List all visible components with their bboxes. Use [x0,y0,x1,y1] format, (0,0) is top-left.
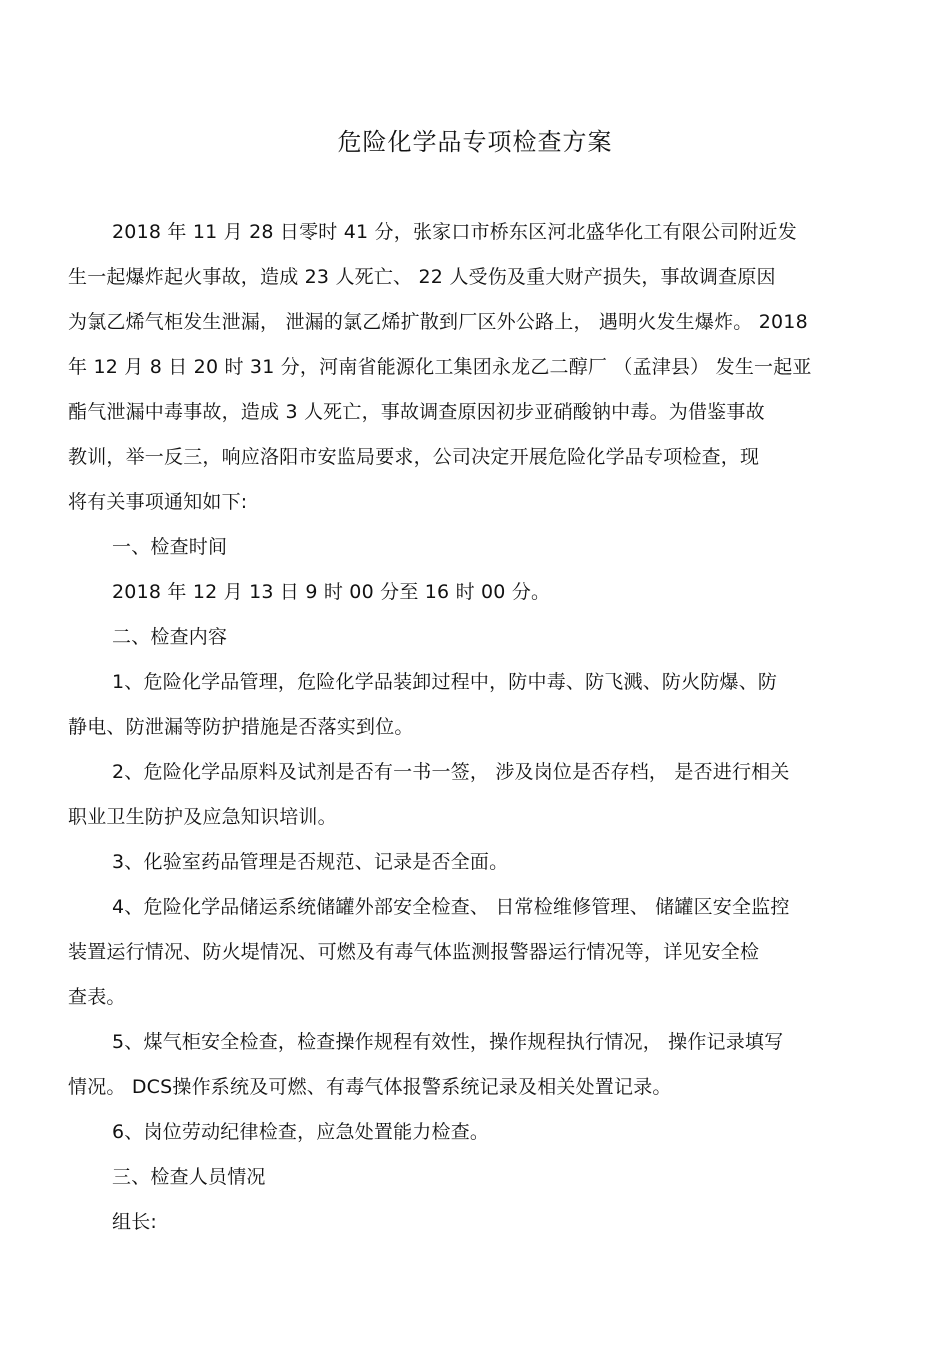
paragraph-item-5 [68,1020,878,1110]
text-line: 4、危险化学品储运系统储罐外部安全检查、 日常检维修管理、 储罐区安全监控 [112,896,790,918]
text-line: 情况。 DCS操作系统及可燃、有毒气体报警系统记录及相关处置记录。 [68,1076,672,1098]
text-line: 1、危险化学品管理，危险化学品装卸过程中，防中毒、防飞溅、防火防爆、防 [112,671,778,693]
paragraph-item-4 [68,885,878,1020]
text-line: 2、危险化学品原料及试剂是否有一书一签， 涉及岗位是否存档， 是否进行相关 [112,761,790,783]
text-line: 一、检查时间 [112,536,228,558]
paragraph-intro [68,210,878,525]
paragraph-item-6 [68,1110,878,1155]
text-line: 将有关事项通知如下: [68,491,248,513]
text-line: 静电、防泄漏等防护措施是否落实到位。 [68,716,414,738]
section-heading-content [68,615,878,660]
text-line: 职业卫生防护及应急知识培训。 [68,806,337,828]
text-line: 生一起爆炸起火事故，造成 23 人死亡、 22 人受伤及重大财产损失，事故调查原因 [68,266,776,288]
text-line: 装置运行情况、防火堤情况、可燃及有毒气体监测报警器运行情况等，详见安全检 [68,941,760,963]
text-line: 2018 年 12 月 13 日 9 时 00 分至 16 时 00 分。 [112,581,551,603]
text-line: 6、岗位劳动纪律检查，应急处置能力检查。 [112,1121,490,1143]
paragraph-item-3 [68,840,878,885]
text-line: 2018 年 11 月 28 日零时 41 分，张家口市桥东区河北盛华化工有限公司附近发 [112,221,797,243]
text-line: 查表。 [68,986,126,1008]
paragraph-item-1 [68,660,878,750]
text-line: 组长: [112,1211,158,1233]
text-line: 二、检查内容 [112,626,228,648]
section-heading-time [68,525,878,570]
section-heading-personnel [68,1155,878,1200]
document-title: 危险化学品专项检查方案 [337,128,613,156]
paragraph-item-2 [68,750,878,840]
text-line: 三、检查人员情况 [112,1166,266,1188]
text-line: 教训，举一反三，响应洛阳市安监局要求，公司决定开展危险化学品专项检查，现 [68,446,760,468]
paragraph-time [68,570,878,615]
text-line: 3、化验室药品管理是否规范、记录是否全面。 [112,851,509,873]
text-line: 酯气泄漏中毒事故，造成 3 人死亡，事故调查原因初步亚硝酸钠中毒。为借鉴事故 [68,401,765,423]
text-line: 年 12 月 8 日 20 时 31 分，河南省能源化工集团永龙乙二醇厂 （孟津县） 发生一起亚 [68,356,812,378]
paragraph-leader [68,1200,878,1245]
text-line: 5、煤气柜安全检查，检查操作规程有效性，操作规程执行情况， 操作记录填写 [112,1031,784,1053]
text-line: 为氯乙烯气柜发生泄漏， 泄漏的氯乙烯扩散到厂区外公路上， 遇明火发生爆炸。 2018 [68,311,808,333]
document-body [68,210,878,1245]
